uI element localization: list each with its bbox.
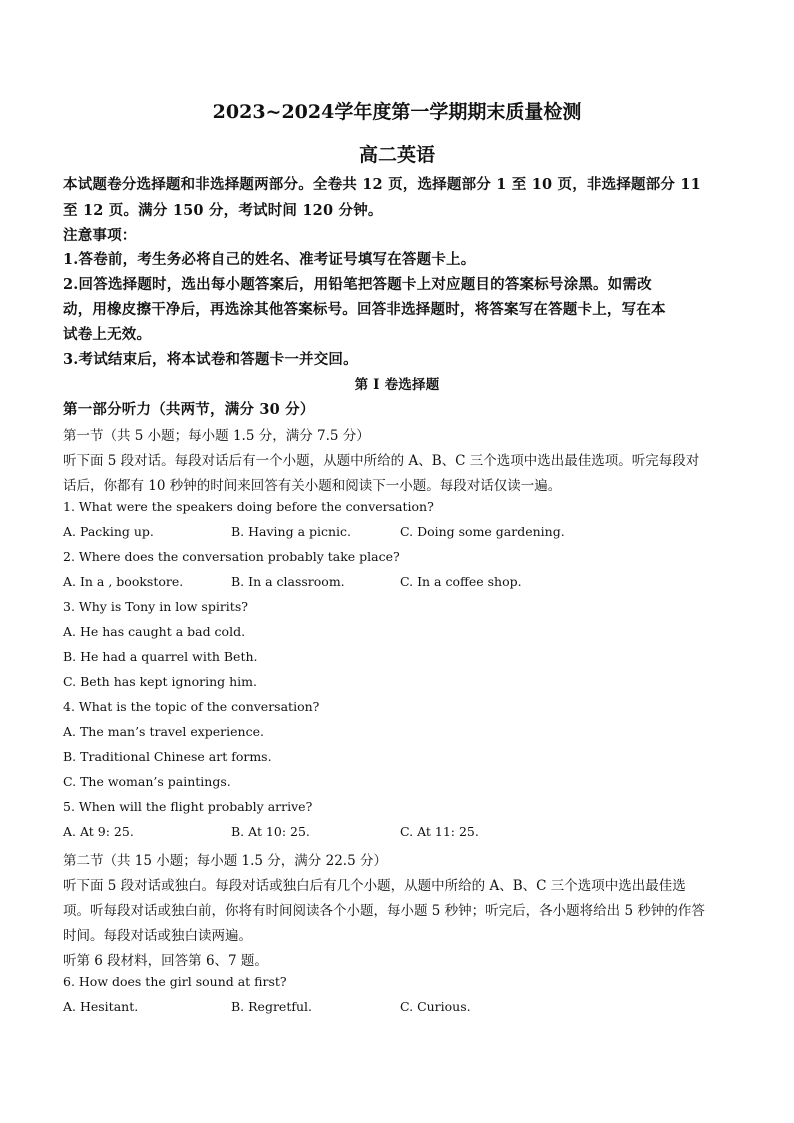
question-3-option-b: B. He had a quarrel with Beth. <box>63 649 258 664</box>
question-1-option-b: B. Having a picnic. <box>231 524 352 539</box>
section2-material-6: 听第 6 段材料，回答第 6、7 题。 <box>63 953 268 969</box>
section1-title: 第一节（共 5 小题；每小题 1.5 分，满分 7.5 分） <box>63 428 370 444</box>
question-6-option-a: A. Hesitant. <box>63 999 139 1014</box>
question-1-option-c: C. Doing some gardening. <box>400 524 565 539</box>
note-2-line-2: 动，用橡皮擦干净后，再选涂其他答案标号。回答非选择题时，将答案写在答题卡上，写在本 <box>63 301 666 318</box>
note-1: 1.答卷前，考生务必将自己的姓名、准考证号填写在答题卡上。 <box>63 251 476 268</box>
subject-title: 高二英语 <box>358 144 435 166</box>
note-2-line-3: 试卷上无效。 <box>63 326 152 343</box>
question-3-option-a: A. He has caught a bad cold. <box>63 624 246 639</box>
exam-title: 2023~2024学年度第一学期期末质量检测 <box>212 101 582 123</box>
question-4-option-b: B. Traditional Chinese art forms. <box>63 749 272 764</box>
note-3: 3.考试结束后，将本试卷和答题卡一并交回。 <box>63 351 358 368</box>
question-1-option-a: A. Packing up. <box>63 524 154 539</box>
section2-instruction-line-1: 听下面 5 段对话或独白。每段对话或独白后有几个小题，从题中所给的 A、B、C 三个选项中选出最佳选 <box>63 878 686 894</box>
question-5: 5. When will the flight probably arrive? <box>63 799 313 814</box>
question-5-option-a: A. At 9: 25. <box>63 824 134 839</box>
question-2-option-a: A. In a , bookstore. <box>63 574 184 589</box>
question-5-option-c: C. At 11: 25. <box>400 824 479 839</box>
question-4-option-a: A. The man’s travel experience. <box>63 724 264 739</box>
question-3-option-c: C. Beth has kept ignoring him. <box>63 674 258 689</box>
section1-instruction-line-2: 话后，你都有 10 秒钟的时间来回答有关小题和阅读下一小题。每段对话仅读一遍。 <box>63 478 562 494</box>
question-3: 3. Why is Tony in low spirits? <box>63 599 248 614</box>
question-2-option-c: C. In a coffee shop. <box>400 574 522 589</box>
part1-title: 第一部分听力（共两节，满分 30 分） <box>63 401 315 418</box>
notes-heading: 注意事项： <box>63 227 137 244</box>
section2-instruction-line-2: 项。听每段对话或独白前，你将有时间阅读各个小题，每小题 5 秒钟；听完后，各小题将给出 5 秒钟的作答 <box>63 903 705 919</box>
question-1: 1. What were the speakers doing before the conversation? <box>63 499 434 514</box>
question-2-option-b: B. In a classroom. <box>231 574 345 589</box>
intro-line-2: 至 12 页。满分 150 分，考试时间 120 分钟。 <box>63 202 383 219</box>
section1-instruction-line-1: 听下面 5 段对话。每段对话后有一个小题，从题中所给的 A、B、C 三个选项中选出最佳选项。听完每段对 <box>63 453 700 469</box>
question-2: 2. Where does the conversation probably take place? <box>63 549 400 564</box>
question-6: 6. How does the girl sound at first? <box>63 974 287 989</box>
note-2-line-1: 2.回答选择题时，选出每小题答案后，用铅笔把答题卡上对应题目的答案标号涂黑。如需改 <box>63 276 652 293</box>
section2-instruction-line-3: 时间。每段对话或独白读两遍。 <box>63 928 252 944</box>
volume-title: 第 I 卷选择题 <box>354 377 440 393</box>
question-5-option-b: B. At 10: 25. <box>231 824 310 839</box>
question-4-option-c: C. The woman’s paintings. <box>63 774 231 789</box>
question-6-option-c: C. Curious. <box>400 999 471 1014</box>
question-4: 4. What is the topic of the conversation? <box>63 699 320 714</box>
question-6-option-b: B. Regretful. <box>231 999 312 1014</box>
section2-title: 第二节（共 15 小题；每小题 1.5 分，满分 22.5 分） <box>63 853 387 869</box>
intro-line-1: 本试题卷分选择题和非选择题两部分。全卷共 12 页，选择题部分 1 至 10 页，非选择题部分 11 <box>63 176 701 193</box>
